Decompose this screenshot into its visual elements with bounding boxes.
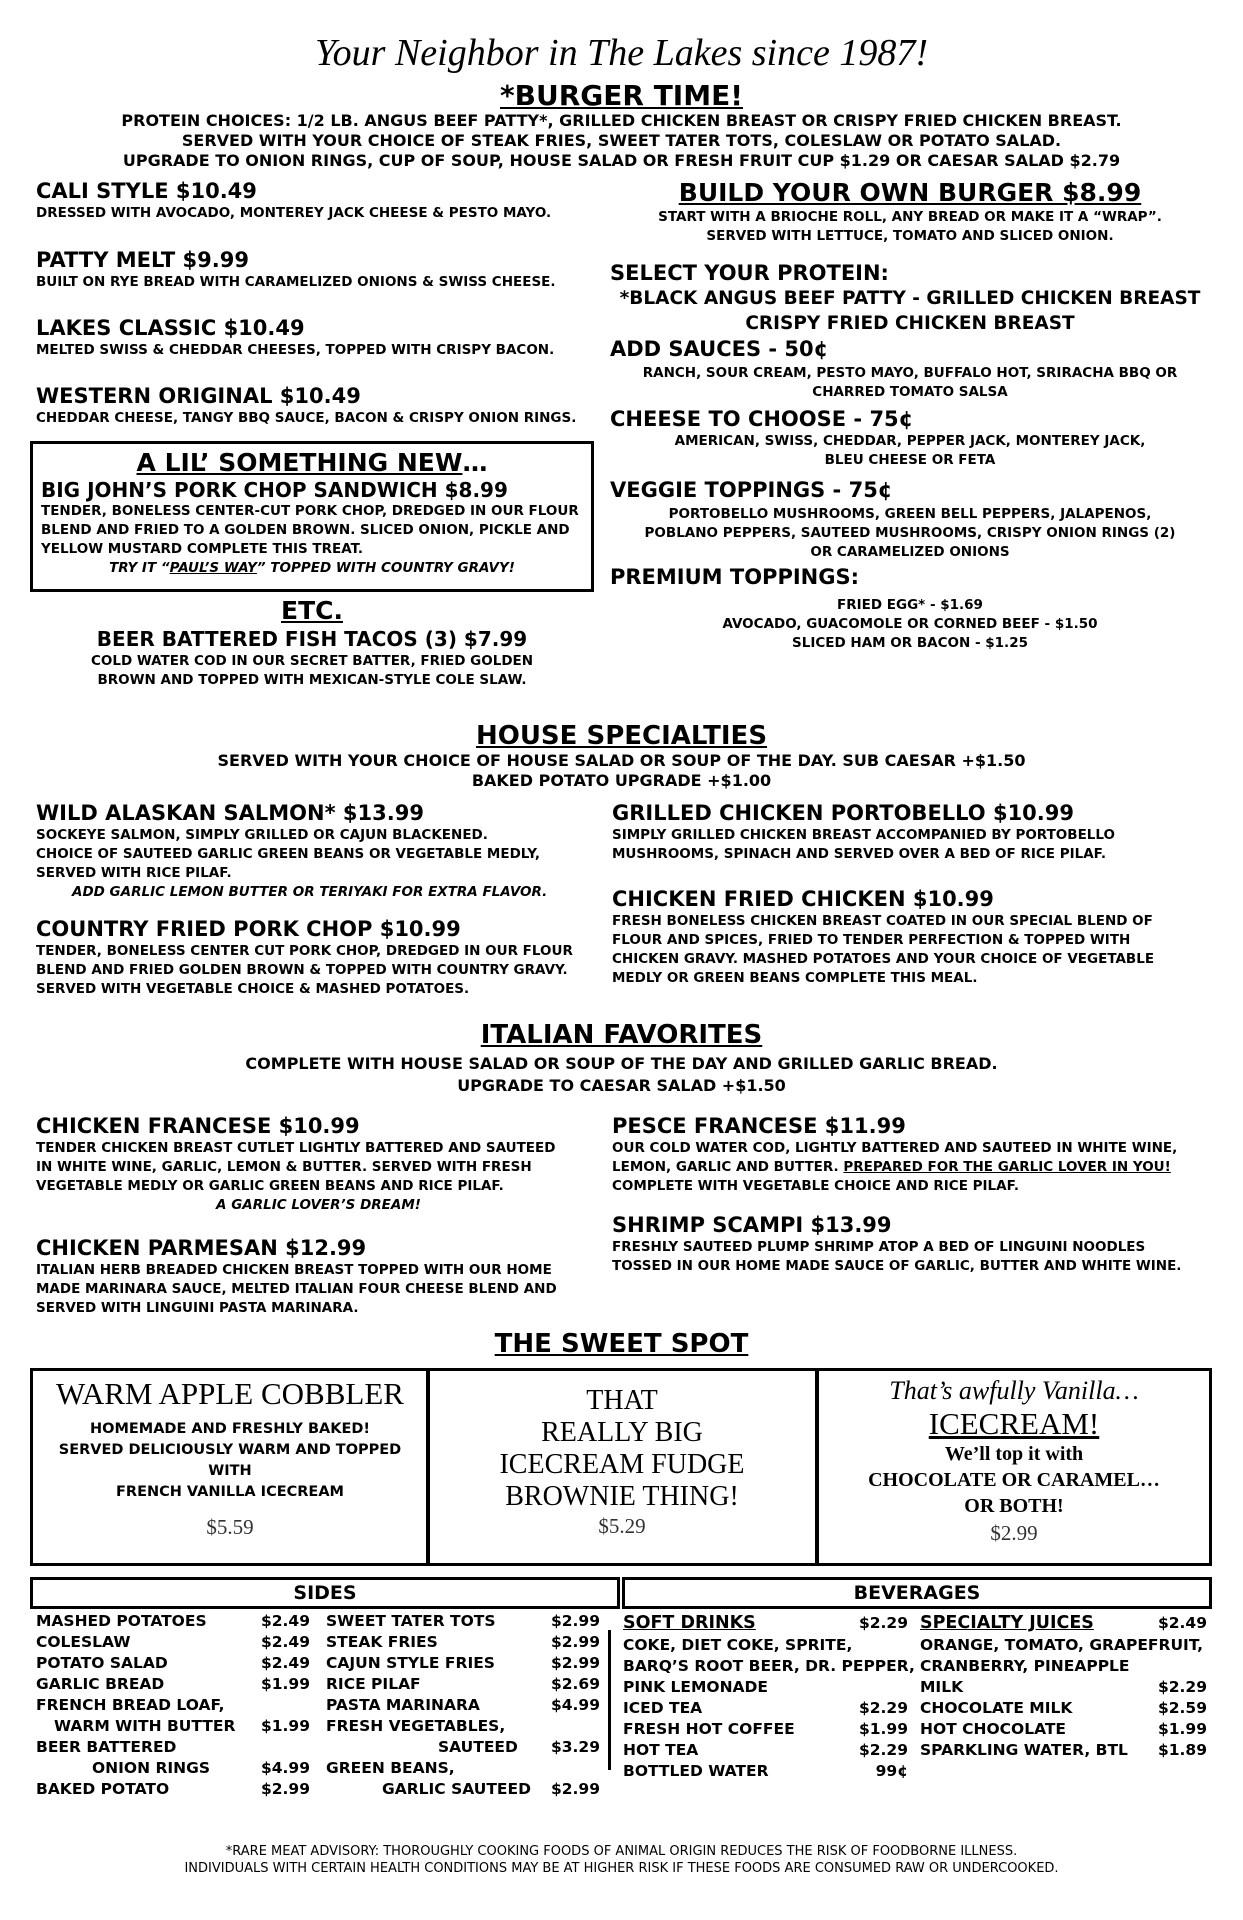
side-row: BEER BATTERED <box>36 1738 177 1756</box>
item-title: SHRIMP SCAMPI $13.99 <box>612 1213 892 1237</box>
scampi-item <box>612 1212 1212 1276</box>
brownie-title: THAT REALLY BIG ICECREAM FUDGE BROWNIE THING! <box>499 1385 745 1512</box>
item-title: WILD ALASKAN SALMON* $13.99 <box>36 801 424 825</box>
item-desc: MELTED SWISS & CHEDDAR CHEESES, TOPPED WITH CRISPY BACON. <box>36 342 555 358</box>
soft-drinks-header: SOFT DRINKS $2.29 <box>623 1613 908 1633</box>
beverage-row: COKE, DIET COKE, SPRITE, <box>623 1636 853 1654</box>
protein-options: *BLACK ANGUS BEEF PATTY - GRILLED CHICKEN BREAST CRISPY FRIED CHICKEN BREAST <box>619 288 1201 334</box>
item-desc: SOCKEYE SALMON, SIMPLY GRILLED OR CAJUN BLACKENED. CHOICE OF SAUTEED GARLIC GREEN BEANS OR VEGETABLE MEDLY, SERVED WITH RICE PILAF. ADD GARLIC LEMON BUTTER OR TERIYAKI FOR EXTRA FLAVOR. <box>36 827 548 900</box>
etc-heading: ETC. <box>281 596 343 625</box>
side-row: MASHED POTATOES $2.49 <box>36 1612 310 1630</box>
sauces-title: ADD SAUCES - 50¢ <box>610 337 829 361</box>
beverages-header: BEVERAGES <box>622 1577 1212 1609</box>
beverages-col-1 <box>623 1611 915 1782</box>
cheese-options: AMERICAN, SWISS, CHEDDAR, PEPPER JACK, MONTEREY JACK, BLEU CHEESE OR FETA <box>674 433 1146 468</box>
item-title: WESTERN ORIGINAL $10.49 <box>36 384 361 408</box>
beverages-col-2 <box>920 1611 1207 1761</box>
porkchop-item <box>36 916 601 999</box>
build-your-own <box>610 178 1210 653</box>
beverage-row: BARQ’S ROOT BEER, DR. PEPPER, <box>623 1657 915 1675</box>
rare-meat-advisory: *RARE MEAT ADVISORY: THOROUGHLY COOKING FOODS OF ANIMAL ORIGIN REDUCES THE RISK OF FOODBORNE ILLNESS. INDIVIDUALS WITH CERTAIN HEALTH CONDITIONS MAY BE AT HIGHER RISK IF THESE FOODS ARE CONSUMED RAW OR UNDERCOOKED. <box>184 1844 1059 1876</box>
item-desc: DRESSED WITH AVOCADO, MONTEREY JACK CHEESE & PESTO MAYO. <box>36 205 552 221</box>
side-row: GREEN BEANS, <box>326 1759 455 1777</box>
icecream-desc: We’ll top it with CHOCOLATE OR CARAMEL… OR BOTH! <box>868 1443 1160 1517</box>
burger-list <box>36 178 596 428</box>
salmon-item <box>36 800 601 902</box>
parmesan-item <box>36 1235 601 1318</box>
beverage-row: ICED TEA $2.29 <box>623 1699 908 1717</box>
italian-right <box>612 1113 1212 1276</box>
beverage-row: CRANBERRY, PINEAPPLE <box>920 1657 1130 1675</box>
veggie-title: VEGGIE TOPPINGS - 75¢ <box>610 478 893 502</box>
fish-tacos-title: BEER BATTERED FISH TACOS (3) $7.99 <box>96 627 528 651</box>
sauces-options: RANCH, SOUR CREAM, PESTO MAYO, BUFFALO HOT, SRIRACHA BBQ OR CHARRED TOMATO SALSA <box>642 365 1178 400</box>
cobbler-title: WARM APPLE COBBLER <box>56 1376 404 1411</box>
item-title: CHICKEN FRANCESE $10.99 <box>36 1114 360 1138</box>
cheese-title: CHEESE TO CHOOSE - 75¢ <box>610 407 914 431</box>
italian-heading: ITALIAN FAVORITES <box>480 1020 763 1050</box>
brownie-box <box>426 1368 818 1566</box>
beverage-row: BOTTLED WATER 99¢ <box>623 1762 908 1780</box>
something-new-heading: A LIL’ SOMETHING NEW… <box>136 448 488 477</box>
etc-section <box>30 596 594 690</box>
item-desc: TENDER CHICKEN BREAST CUTLET LIGHTLY BATTERED AND SAUTEED IN WHITE WINE, GARLIC, LEMON & BUTTER. SERVED WITH FRESH VEGETABLE MEDLY OR GARLIC GREEN BEANS AND RICE PILAF. A GARLIC LOVER’S DREAM! <box>36 1140 556 1213</box>
burger-heading: *BURGER TIME! <box>500 79 743 112</box>
item-desc: OUR COLD WATER COD, LIGHTLY BATTERED AND SAUTEED IN WHITE WINE, LEMON, GARLIC AND BUTTER. PREPARED FOR THE GARLIC LOVER IN YOU! COMPLETE WITH VEGETABLE CHOICE AND RICE PILAF. <box>612 1140 1178 1194</box>
icecream-box <box>816 1368 1212 1566</box>
pauls-way-tip: TRY IT “PAUL’S WAY” TOPPED WITH COUNTRY GRAVY! <box>109 560 515 576</box>
item-desc: SIMPLY GRILLED CHICKEN BREAST ACCOMPANIED BY PORTOBELLO MUSHROOMS, SPINACH AND SERVED OVER A BED OF RICE PILAF. <box>612 827 1115 862</box>
side-row: CAJUN STYLE FRIES $2.99 <box>326 1654 600 1672</box>
side-row: FRESH VEGETABLES, <box>326 1717 506 1735</box>
burger-item <box>36 315 596 383</box>
beverage-row: MILK $2.29 <box>920 1678 1207 1696</box>
side-row: FRENCH BREAD LOAF, <box>36 1696 225 1714</box>
tagline: Your Neighbor in The Lakes since 1987! <box>315 32 928 74</box>
item-title: PATTY MELT $9.99 <box>36 248 249 272</box>
icecream-price: $2.99 <box>990 1521 1038 1545</box>
beverage-row: SPARKLING WATER, BTL $1.89 <box>920 1741 1207 1759</box>
side-row: SAUTEED $3.29 <box>438 1738 600 1756</box>
protein-title: SELECT YOUR PROTEIN: <box>610 261 889 285</box>
side-row: GARLIC SAUTEED $2.99 <box>382 1780 600 1798</box>
item-title: PESCE FRANCESE $11.99 <box>612 1114 906 1138</box>
item-title: GRILLED CHICKEN PORTOBELLO $10.99 <box>612 801 1074 825</box>
sweet-heading: THE SWEET SPOT <box>494 1329 749 1359</box>
item-title: COUNTRY FRIED PORK CHOP $10.99 <box>36 917 461 941</box>
something-new-box <box>30 441 594 592</box>
pork-chop-sandwich-title: BIG JOHN’S PORK CHOP SANDWICH $8.99 <box>41 478 508 502</box>
brownie-price: $5.29 <box>598 1514 646 1538</box>
sides-col-2 <box>326 1611 600 1800</box>
pork-chop-sandwich-desc: TENDER, BONELESS CENTER-CUT PORK CHOP, DREDGED IN OUR FLOUR BLEND AND FRIED TO A GOLDEN BROWN. SLICED ONION, PICKLE AND YELLOW MUSTARD COMPLETE THIS TREAT. <box>41 503 579 557</box>
side-row: BAKED POTATO $2.99 <box>36 1780 310 1798</box>
premium-options: FRIED EGG* - $1.69 AVOCADO, GUACOMOLE OR CORNED BEEF - $1.50 SLICED HAM OR BACON - $1.25 <box>722 597 1098 651</box>
francese-item <box>36 1113 601 1215</box>
item-title: CHICKEN FRIED CHICKEN $10.99 <box>612 887 994 911</box>
beverage-row: HOT TEA $2.29 <box>623 1741 908 1759</box>
side-row: SWEET TATER TOTS $2.99 <box>326 1612 600 1630</box>
item-desc: FRESH BONELESS CHICKEN BREAST COATED IN OUR SPECIAL BLEND OF FLOUR AND SPICES, FRIED TO TENDER PERFECTION & TOPPED WITH CHICKEN GRAVY. MASHED POTATOES AND YOUR CHOICE OF VEGETABLE MEDLY OR GREEN BEANS COMPLETE THIS MEAL. <box>612 913 1155 986</box>
burger-item <box>36 178 596 247</box>
side-row: PASTA MARINARA $4.99 <box>326 1696 600 1714</box>
italian-intro: COMPLETE WITH HOUSE SALAD OR SOUP OF THE DAY AND GRILLED GARLIC BREAD. UPGRADE TO CAESAR SALAD +$1.50 <box>245 1054 998 1095</box>
side-row: WARM WITH BUTTER $1.99 <box>54 1717 310 1735</box>
item-desc: FRESHLY SAUTEED PLUMP SHRIMP ATOP A BED OF LINGUINI NOODLES TOSSED IN OUR HOME MADE SAUCE OF GARLIC, BUTTER AND WHITE WINE. <box>612 1239 1182 1274</box>
side-row: ONION RINGS $4.99 <box>92 1759 310 1777</box>
icecream-title: ICECREAM! <box>928 1406 1100 1441</box>
house-left <box>36 800 601 999</box>
fish-tacos-desc: COLD WATER COD IN OUR SECRET BATTER, FRIED GOLDEN BROWN AND TOPPED WITH MEXICAN-STYLE COLE SLAW. <box>90 653 534 688</box>
burger-item <box>36 247 596 315</box>
byo-heading: BUILD YOUR OWN BURGER $8.99 <box>678 178 1142 207</box>
house-intro: SERVED WITH YOUR CHOICE OF HOUSE SALAD OR SOUP OF THE DAY. SUB CAESAR +$1.50 BAKED POTATO UPGRADE +$1.00 <box>217 751 1026 790</box>
burger-intro: PROTEIN CHOICES: 1/2 LB. ANGUS BEEF PATTY*, GRILLED CHICKEN BREAST OR CRISPY FRIED CHICKEN BREAST. SERVED WITH YOUR CHOICE OF STEAK FRIES, SWEET TATER TOTS, COLESLAW OR POTATO SALAD. UPGRADE TO ONION RINGS, CUP OF SOUP, HOUSE SALAD OR FRESH FRUIT CUP $1.29 OR CAESAR SALAD $2.79 <box>121 111 1122 170</box>
item-desc: BUILT ON RYE BREAD WITH CARAMELIZED ONIONS & SWISS CHEESE. <box>36 274 556 290</box>
beverage-row: CHOCOLATE MILK $2.59 <box>920 1699 1207 1717</box>
icecream-tag: That’s awfully Vanilla… <box>889 1376 1139 1405</box>
cobbler-box <box>30 1368 430 1566</box>
pesce-item <box>612 1113 1212 1196</box>
item-title: LAKES CLASSIC $10.49 <box>36 316 305 340</box>
beverage-row: PINK LEMONADE <box>623 1678 768 1696</box>
cfc-item <box>612 886 1212 988</box>
cobbler-price: $5.59 <box>206 1515 254 1539</box>
portobello-item <box>612 800 1212 864</box>
beverage-row: HOT CHOCOLATE $1.99 <box>920 1720 1207 1738</box>
side-row: RICE PILAF $2.69 <box>326 1675 600 1693</box>
side-row: POTATO SALAD $2.49 <box>36 1654 310 1672</box>
italian-header <box>0 1019 1243 1097</box>
burger-item <box>36 383 596 428</box>
byo-desc: START WITH A BRIOCHE ROLL, ANY BREAD OR MAKE IT A “WRAP”. SERVED WITH LETTUCE, TOMATO AND SLICED ONION. <box>658 209 1162 244</box>
italian-left <box>36 1113 601 1318</box>
sides-header: SIDES <box>30 1577 620 1609</box>
column-divider <box>608 1630 611 1770</box>
sides-col-1 <box>36 1611 310 1800</box>
veggie-options: PORTOBELLO MUSHROOMS, GREEN BELL PEPPERS, JALAPENOS, POBLANO PEPPERS, SAUTEED MUSHROOMS, CRISPY ONION RINGS (2) OR CARAMELIZED ONIONS <box>644 506 1176 560</box>
juices-header: SPECIALTY JUICES $2.49 <box>920 1613 1207 1633</box>
item-title: CHICKEN PARMESAN $12.99 <box>36 1236 367 1260</box>
cobbler-desc: HOMEMADE AND FRESHLY BAKED! SERVED DELICIOUSLY WARM AND TOPPED WITH FRENCH VANILLA ICECREAM <box>58 1421 402 1500</box>
house-heading: HOUSE SPECIALTIES <box>475 721 768 751</box>
item-desc: ITALIAN HERB BREADED CHICKEN BREAST TOPPED WITH OUR HOME MADE MARINARA SAUCE, MELTED ITALIAN FOUR CHEESE BLEND AND SERVED WITH LINGUINI PASTA MARINARA. <box>36 1262 557 1316</box>
beverage-row: FRESH HOT COFFEE $1.99 <box>623 1720 908 1738</box>
house-header <box>0 721 1243 791</box>
house-right <box>612 800 1212 988</box>
item-desc: TENDER, BONELESS CENTER CUT PORK CHOP, DREDGED IN OUR FLOUR BLEND AND FRIED GOLDEN BROWN & TOPPED WITH COUNTRY GRAVY. SERVED WITH VEGETABLE CHOICE & MASHED POTATOES. <box>36 943 573 997</box>
premium-title: PREMIUM TOPPINGS: <box>610 565 859 589</box>
side-row: COLESLAW $2.49 <box>36 1633 310 1651</box>
side-row: GARLIC BREAD $1.99 <box>36 1675 310 1693</box>
side-row: STEAK FRIES $2.99 <box>326 1633 600 1651</box>
beverage-row: ORANGE, TOMATO, GRAPEFRUIT, <box>920 1636 1204 1654</box>
item-desc: CHEDDAR CHEESE, TANGY BBQ SAUCE, BACON & CRISPY ONION RINGS. <box>36 410 577 426</box>
item-title: CALI STYLE $10.49 <box>36 179 257 203</box>
